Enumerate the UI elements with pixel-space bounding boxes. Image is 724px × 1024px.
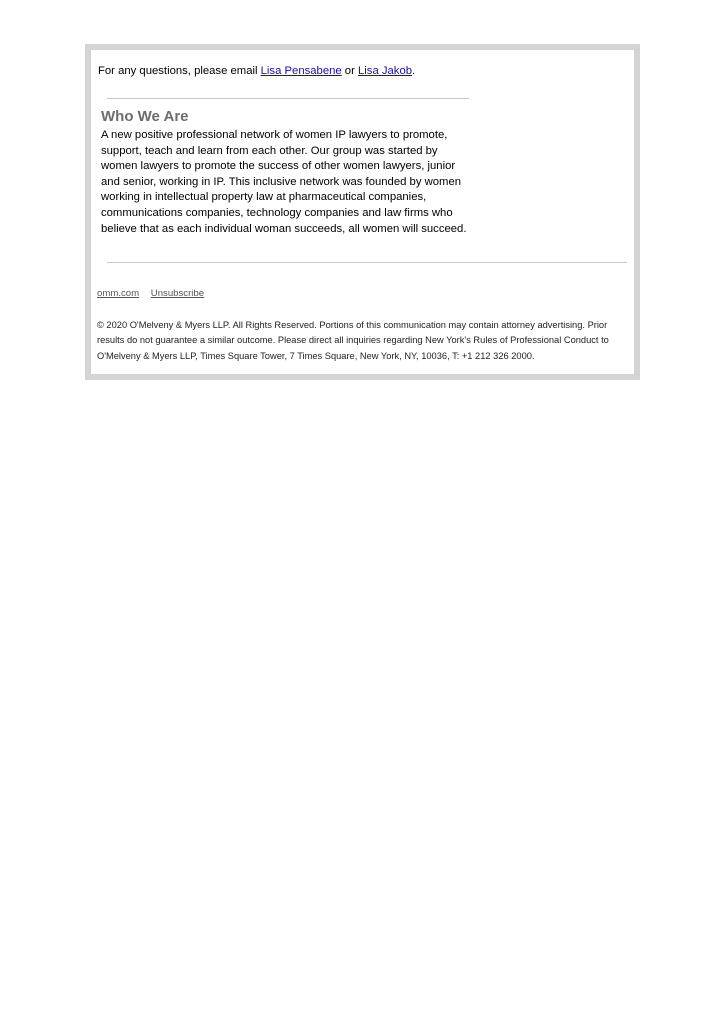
divider-top — [107, 98, 469, 99]
section-title: Who We Are — [101, 108, 189, 125]
contact-link-lisa-pensabene[interactable]: Lisa Pensabene — [260, 65, 342, 77]
section-body: A new positive professional network of women IP lawyers to promote, support, teach and learn from each other. Our group was started by women lawyers to promote the success of other women lawyers, junior and senior, working in IP. This inclusive network was founded by women working in intellectual property law at pharmaceutical companies, communications companies, technology companies and law firms who believe that as each individual woman succeeds, all women will succeed. — [101, 129, 467, 235]
contact-prefix: For any questions, please email — [98, 65, 261, 77]
email-content — [91, 50, 634, 374]
contact-suffix: . — [412, 65, 416, 77]
email-frame — [85, 44, 640, 380]
legal-notice: © 2020 O'Melveny & Myers LLP. All Rights Reserved. Portions of this communication may contain attorney advertising. Prior results do not guarantee a similar outcome. Please direct all inquiries regarding New York's Rules of Professional Conduct to O'Melveny & Myers LLP, Times Square Tower, 7 Times Square, New York, NY, 10036, T: +1 212 326 2000. — [97, 320, 609, 361]
divider-bottom — [107, 262, 627, 263]
contact-line — [98, 64, 415, 79]
site-link[interactable]: omm.com — [97, 288, 140, 299]
footer-links — [97, 288, 213, 300]
unsubscribe-link[interactable]: Unsubscribe — [150, 288, 205, 299]
contact-middle: or — [341, 65, 358, 77]
contact-link-lisa-jakob[interactable]: Lisa Jakob — [358, 65, 413, 77]
